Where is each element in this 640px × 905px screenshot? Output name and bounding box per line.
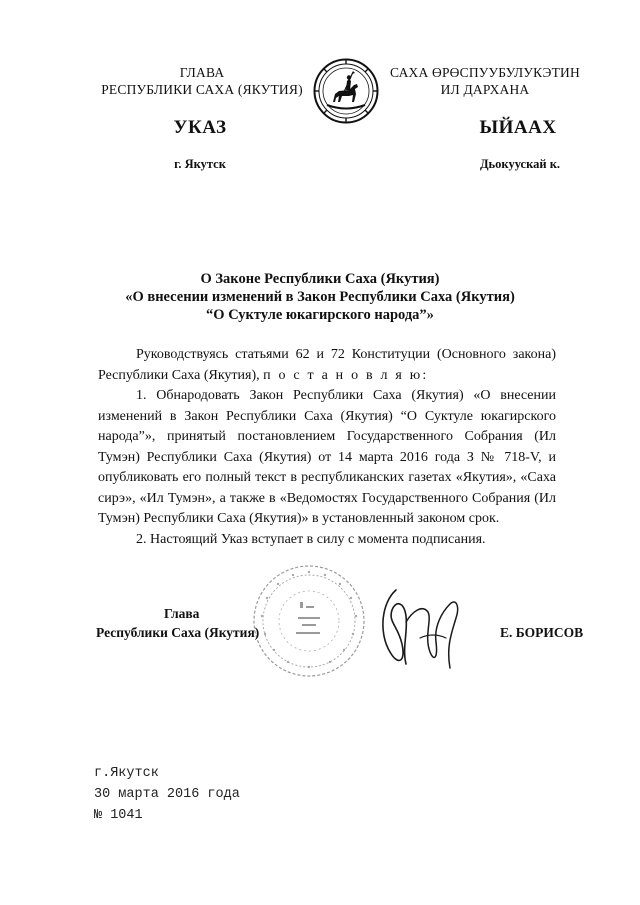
signer-name: Е. БОРИСОВ — [500, 625, 584, 640]
handwritten-signature-icon — [372, 582, 472, 682]
signer-title-line1: Глава — [164, 606, 200, 621]
decree-title — [40, 270, 600, 324]
city-left: г. Якутск — [174, 157, 226, 171]
intro-colon: : — [422, 367, 427, 383]
header-right-line1: САХА ӨРӨСПУУБУЛУКЭТИН — [390, 65, 580, 80]
title-line3: “О Суктуле юкагирского народа”» — [206, 307, 434, 323]
title-line2: «О внесении изменений в Закон Республики Саха (Якутия) — [125, 289, 515, 305]
item-2: 2. Настоящий Указ вступает в силу с момента подписания. — [136, 531, 486, 547]
title-line1: О Законе Республики Саха (Якутия) — [200, 271, 440, 287]
item-1: 1. Обнародовать Закон Республики Саха (Якутия) «О внесении изменений в Закон Республики Саха (Якутия) “О Суктуле юкагирского народа”», принятый постановлением Государственного Собрания (Ил Тумэн) Республики Саха (Якутия) от 14 марта 2016 года З № 718-V, и опубликовать его полный текст в республиканских газетах «Якутия», «Саха сирэ», «Ил Тумэн», а также в «Ведомостях Государственного Собрания (Ил Тумэн) Республики Саха (Якутия)» в установленный законом срок. — [98, 388, 556, 526]
coat-of-arms-icon — [313, 58, 379, 124]
footer-block — [94, 763, 354, 826]
header-left-line1: ГЛАВА — [179, 65, 225, 80]
decree-body — [98, 345, 556, 550]
footer-date: 30 марта 2016 года — [94, 787, 240, 802]
header-left-line2: РЕСПУБЛИКИ САХА (ЯКУТИЯ) — [101, 82, 303, 97]
header-left-block — [82, 64, 322, 98]
doc-type-left: УКАЗ — [173, 117, 227, 138]
signer-title-line2: Республики Саха (Якутия) — [96, 625, 260, 640]
footer-number: № 1041 — [94, 808, 143, 823]
signer-title — [96, 604, 296, 642]
intro-spaced-word: п о с т а н о в л я ю — [263, 367, 423, 383]
city-right: Дьокуускай к. — [479, 157, 561, 171]
coat-of-arms-horseman-icon — [313, 58, 379, 124]
intro-text: Руководствуясь статьями 62 и 72 Конституции (Основного закона) Республики Саха (Якутия), — [98, 347, 556, 383]
footer-city: г.Якутск — [94, 766, 159, 781]
intro-paragraph — [98, 345, 556, 386]
header-right-line2: ИЛ ДАРХАНА — [440, 82, 530, 97]
header-right-block — [390, 64, 580, 98]
doc-type-right: ЫЙААХ — [479, 117, 557, 138]
